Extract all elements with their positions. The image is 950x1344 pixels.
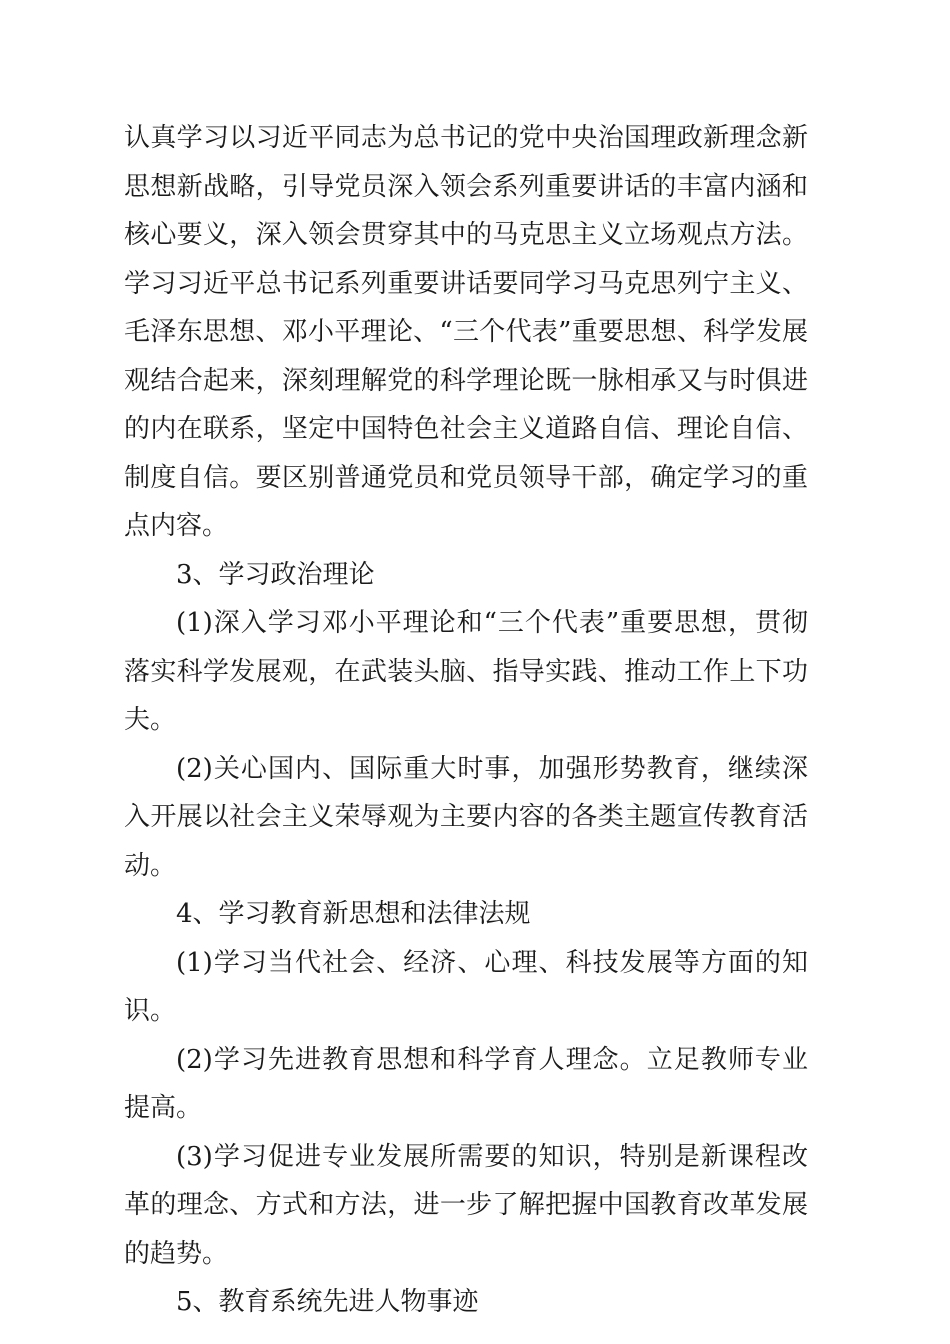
list-item-political-1: (1)深入学习邓小平理论和“三个代表”重要思想，贯彻落实科学发展观，在武装头脑、指导实践、推动工作上下功夫。 xyxy=(124,608,808,735)
heading-education-laws: 4、学习教育新思想和法律法规 xyxy=(176,899,531,929)
list-item-political-2: (2)关心国内、国际重大时事，加强形势教育，继续深入开展以社会主义荣辱观为主要内容的各类主题宣传教育活动。 xyxy=(124,753,808,881)
list-item-education-1: (1)学习当代社会、经济、心理、科技发展等方面的知识。 xyxy=(124,947,808,1026)
heading-advanced-figures: 5、教育系统先进人物事迹 xyxy=(176,1287,479,1317)
list-item-education-2: (2)学习先进教育思想和科学育人理念。立足教师专业提高。 xyxy=(124,1044,808,1123)
heading-political-theory: 3、学习政治理论 xyxy=(176,559,375,590)
paragraph-study-leadership: 认真学习以习近平同志为总书记的党中央治国理政新理念新思想新战略，引导党员深入领会系列重要讲话的丰富内涵和核心要义，深入领会贯穿其中的马克思主义立场观点方法。学习习近平总书记系列重要讲话要同学习马克思列宁主义、毛泽东思想、邓小平理论、“三个代表”重要思想、科学发展观结合起来，深刻理解党的科学理论既一脉相承又与时俱进的内在联系，坚定中国特色社会主义道路自信、理论自信、制度自信。要区别普通党员和党员领导干部，确定学习的重点内容。 xyxy=(124,123,808,541)
document-body xyxy=(124,114,808,1327)
list-item-education-3: (3)学习促进专业发展所需要的知识，特别是新课程改革的理念、方式和方法，进一步了解把握中国教育改革发展的趋势。 xyxy=(124,1141,808,1269)
